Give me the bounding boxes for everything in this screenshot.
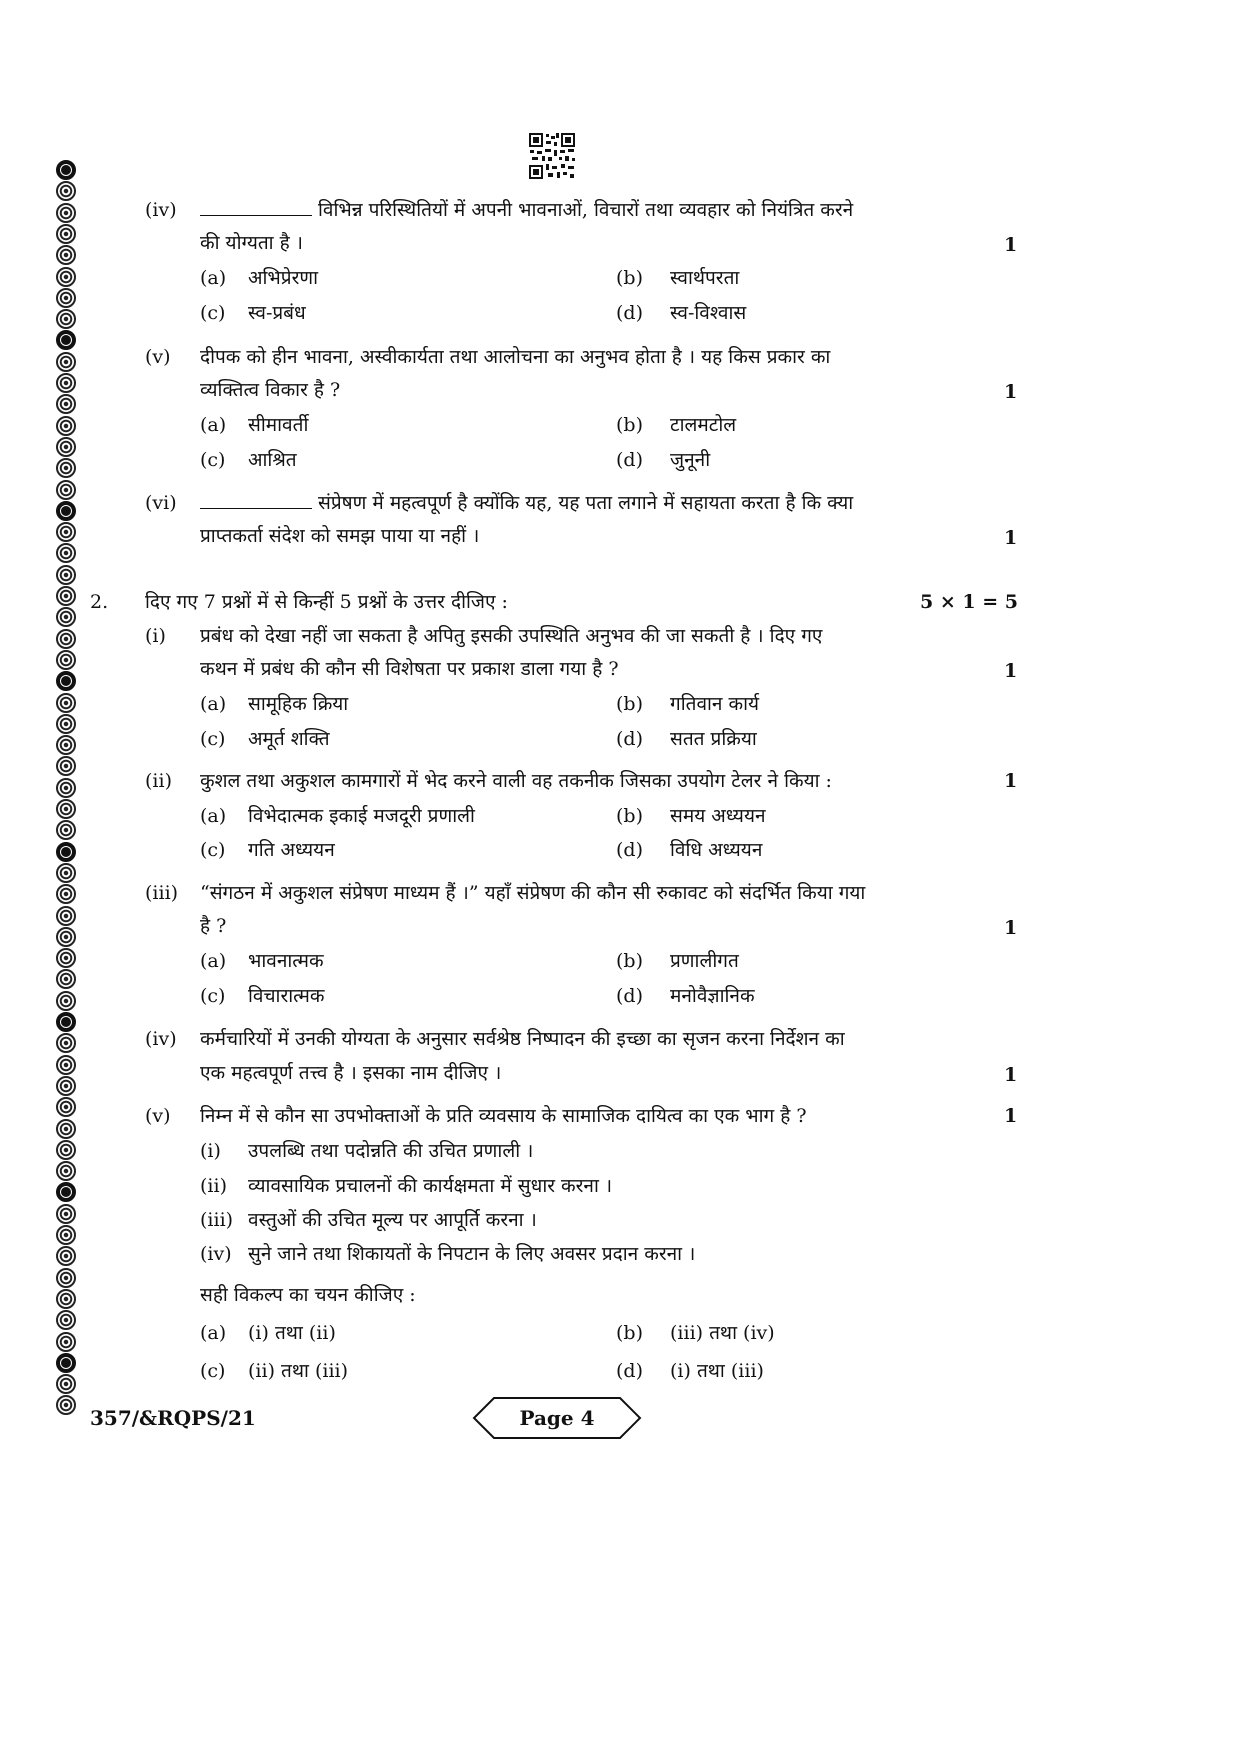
- q1-iv-option-d-key: (d): [616, 302, 643, 324]
- q1-iv-option-c-key: (c): [200, 302, 226, 324]
- margin-ring-icon: [56, 309, 76, 329]
- margin-ring-icon: [56, 1076, 76, 1096]
- margin-ring-icon: [56, 1033, 76, 1053]
- q1-iv-option-a-key: (a): [200, 267, 227, 289]
- margin-ring-icon: [56, 884, 76, 904]
- q2-ii-text-line1: कुशल तथा अकुशल कामगारों में भेद करने वाली वह तकनीक जिसका उपयोग टेलर ने किया :: [200, 770, 832, 792]
- q1-vi-marks: 1: [1004, 527, 1018, 549]
- margin-ring-icon: [56, 1268, 76, 1288]
- margin-ring-icon: [56, 288, 76, 308]
- q2-v-text-line1: निम्न में से कौन सा उपभोक्ताओं के प्रति व्यवसाय के सामाजिक दायित्व का एक भाग है ?: [200, 1105, 807, 1127]
- q1-iv-text: विभिन्न परिस्थितियों में अपनी भावनाओं, विचारों तथा व्यवहार को नियंत्रित करने: [200, 196, 853, 224]
- q1-iv-number: (iv): [145, 199, 177, 221]
- margin-ring-icon: [56, 650, 76, 670]
- answer-blank: [200, 490, 312, 509]
- q2-i-option-b: गतिवान कार्य: [670, 693, 760, 715]
- q1-v-option-d: जुनूनी: [670, 449, 711, 471]
- q1-v-option-a: सीमावर्ती: [248, 414, 309, 436]
- margin-ring-icon: [56, 352, 76, 372]
- margin-ring-icon: [56, 1310, 76, 1330]
- q2-i-number: (i): [145, 625, 166, 647]
- q2-ii-option-c-key: (c): [200, 839, 226, 861]
- margin-ring-icon: [56, 842, 76, 862]
- margin-ring-icon: [56, 1055, 76, 1075]
- q1-iv-option-c: स्व-प्रबंध: [248, 302, 306, 324]
- q2-number: 2.: [90, 591, 109, 613]
- margin-ring-icon: [56, 224, 76, 244]
- q1-iv-text-line2: की योग्यता है ।: [200, 232, 303, 254]
- q1-iv-marks: 1: [1004, 234, 1018, 256]
- margin-ring-icon: [56, 1204, 76, 1224]
- q2-v-statement-i-key: (i): [200, 1140, 221, 1162]
- margin-ring-icon: [56, 1012, 76, 1032]
- q2-i-option-a: सामूहिक क्रिया: [248, 693, 349, 715]
- q2-iv-text-line1: कर्मचारियों में उनकी योग्यता के अनुसार सर्वश्रेष्ठ निष्पादन की इच्छा का सृजन करना निर्देशन का: [200, 1028, 845, 1050]
- q2-iii-option-a-key: (a): [200, 950, 227, 972]
- margin-ring-icon: [56, 927, 76, 947]
- margin-ring-icon: [56, 1182, 76, 1202]
- paper-code: 357/&RQPS/21: [90, 1406, 256, 1430]
- q2-v-statement-iii-key: (iii): [200, 1209, 234, 1231]
- q2-ii-number: (ii): [145, 770, 172, 792]
- margin-ring-icon: [56, 820, 76, 840]
- q1-vi-text-line2: प्राप्तकर्ता संदेश को समझ पाया या नहीं ।: [200, 525, 480, 547]
- margin-ring-icon: [56, 1332, 76, 1352]
- q2-iv-number: (iv): [145, 1028, 177, 1050]
- q2-v-number: (v): [145, 1105, 171, 1127]
- q2-v-choose-instruction: सही विकल्प का चयन कीजिए :: [200, 1284, 416, 1306]
- answer-blank: [200, 197, 312, 216]
- margin-ring-icon: [56, 181, 76, 201]
- margin-ring-icon: [56, 1161, 76, 1181]
- q1-v-option-c-key: (c): [200, 449, 226, 471]
- margin-ring-icon: [56, 373, 76, 393]
- q1-iv-option-d: स्व-विश्वास: [670, 302, 747, 324]
- q2-iii-option-c: विचारात्मक: [248, 985, 325, 1007]
- margin-ring-icon: [56, 1374, 76, 1394]
- q2-iii-option-a: भावनात्मक: [248, 950, 324, 972]
- q1-v-text-line2: व्यक्तित्व विकार है ?: [200, 379, 341, 401]
- margin-ring-icon: [56, 629, 76, 649]
- q1-iv-option-b-key: (b): [616, 267, 643, 289]
- margin-ring-icon: [56, 437, 76, 457]
- q2-ii-option-d: विधि अध्ययन: [670, 839, 763, 861]
- q1-vi-number: (vi): [145, 492, 177, 514]
- q2-v-statement-iv: सुने जाने तथा शिकायतों के निपटान के लिए अवसर प्रदान करना ।: [248, 1243, 696, 1265]
- margin-ring-icon: [56, 906, 76, 926]
- margin-ring-icon: [56, 714, 76, 734]
- margin-ring-icon: [56, 160, 76, 180]
- margin-ring-icon: [56, 416, 76, 436]
- margin-ring-icon: [56, 480, 76, 500]
- margin-ring-icon: [56, 948, 76, 968]
- q2-iii-number: (iii): [145, 882, 179, 904]
- margin-ring-icon: [56, 1225, 76, 1245]
- margin-ring-icon: [56, 501, 76, 521]
- q2-ii-option-c: गति अध्ययन: [248, 839, 335, 861]
- margin-ring-icon: [56, 458, 76, 478]
- margin-ring-icon: [56, 565, 76, 585]
- q2-v-statement-iii: वस्तुओं की उचित मूल्य पर आपूर्ति करना ।: [248, 1209, 537, 1231]
- q2-iv-text-line2: एक महत्वपूर्ण तत्त्व है । इसका नाम दीजिए ।: [200, 1062, 502, 1084]
- q1-v-option-d-key: (d): [616, 449, 643, 471]
- margin-ring-icon: [56, 1289, 76, 1309]
- q2-i-marks: 1: [1004, 660, 1018, 682]
- q1-iv-option-a: अभिप्रेरणा: [248, 267, 319, 289]
- q2-ii-option-b-key: (b): [616, 805, 643, 827]
- q2-iii-marks: 1: [1004, 917, 1018, 939]
- q2-v-option-a: (i) तथा (ii): [248, 1322, 336, 1344]
- margin-ring-icon: [56, 693, 76, 713]
- q2-ii-option-a: विभेदात्मक इकाई मजदूरी प्रणाली: [248, 805, 475, 827]
- q2-iii-option-b: प्रणालीगत: [670, 950, 739, 972]
- q2-i-text-line1: प्रबंध को देखा नहीं जा सकता है अपितु इसकी उपस्थिति अनुभव की जा सकती है । दिए गए: [200, 625, 823, 647]
- q1-vi-text: संप्रेषण में महत्वपूर्ण है क्योंकि यह, यह पता लगाने में सहायता करता है कि क्या: [200, 489, 853, 517]
- margin-ring-icon: [56, 1140, 76, 1160]
- q1-v-marks: 1: [1004, 381, 1018, 403]
- q1-v-option-b: टालमटोल: [670, 414, 737, 436]
- margin-ring-icon: [56, 969, 76, 989]
- q1-v-option-b-key: (b): [616, 414, 643, 436]
- margin-ring-icon: [56, 1246, 76, 1266]
- q2-v-statement-ii: व्यावसायिक प्रचालनों की कार्यक्षमता में सुधार करना ।: [248, 1175, 613, 1197]
- q2-total-marks: 5 × 1 = 5: [920, 591, 1018, 613]
- margin-ring-icon: [56, 1353, 76, 1373]
- q2-i-option-d: सतत प्रक्रिया: [670, 728, 757, 750]
- q2-iii-text-line1: “संगठन में अकुशल संप्रेषण माध्यम हैं ।” यहाँ संप्रेषण की कौन सी रुकावट को संदर्भित किया गया: [200, 882, 866, 904]
- margin-ring-icon: [56, 756, 76, 776]
- q1-v-text-line1: दीपक को हीन भावना, अस्वीकार्यता तथा आलोचना का अनुभव होता है । यह किस प्रकार का: [200, 346, 831, 368]
- q2-v-statement-iv-key: (iv): [200, 1243, 232, 1265]
- q2-i-option-b-key: (b): [616, 693, 643, 715]
- margin-ring-icon: [56, 245, 76, 265]
- q2-i-option-a-key: (a): [200, 693, 227, 715]
- margin-ring-icon: [56, 1097, 76, 1117]
- q2-v-option-c: (ii) तथा (iii): [248, 1360, 349, 1382]
- q1-v-option-c: आश्रित: [248, 449, 297, 471]
- page-number: Page 4: [519, 1406, 595, 1430]
- q2-iii-option-c-key: (c): [200, 985, 226, 1007]
- q2-v-statement-i: उपलब्धि तथा पदोन्नति की उचित प्रणाली ।: [248, 1140, 534, 1162]
- q1-v-option-a-key: (a): [200, 414, 227, 436]
- margin-ring-icon: [56, 1119, 76, 1139]
- q2-ii-option-a-key: (a): [200, 805, 227, 827]
- margin-ring-icon: [56, 735, 76, 755]
- margin-ring-icon: [56, 1395, 76, 1415]
- q2-i-text-line2: कथन में प्रबंध की कौन सी विशेषता पर प्रकाश डाला गया है ?: [200, 658, 619, 680]
- q2-v-option-c-key: (c): [200, 1360, 226, 1382]
- q2-i-option-d-key: (d): [616, 728, 643, 750]
- qr-code-icon: [528, 132, 576, 180]
- margin-ring-icon: [56, 522, 76, 542]
- q2-ii-option-b: समय अध्ययन: [670, 805, 766, 827]
- q2-ii-marks: 1: [1004, 770, 1018, 792]
- margin-ring-icon: [56, 543, 76, 563]
- q2-v-option-d: (i) तथा (iii): [670, 1360, 764, 1382]
- margin-ring-icon: [56, 991, 76, 1011]
- page-number-badge: [472, 1396, 642, 1440]
- q2-v-statement-ii-key: (ii): [200, 1175, 227, 1197]
- q2-iii-option-b-key: (b): [616, 950, 643, 972]
- margin-ring-icon: [56, 586, 76, 606]
- q2-v-option-b-key: (b): [616, 1322, 643, 1344]
- margin-ring-icon: [56, 863, 76, 883]
- margin-ring-icon: [56, 778, 76, 798]
- q2-i-option-c: अमूर्त शक्ति: [248, 728, 330, 750]
- q2-iii-option-d: मनोवैज्ञानिक: [670, 985, 755, 1007]
- q2-v-marks: 1: [1004, 1105, 1018, 1127]
- margin-ring-icon: [56, 607, 76, 627]
- q2-instruction: दिए गए 7 प्रश्नों में से किन्हीं 5 प्रश्नों के उत्तर दीजिए :: [145, 591, 508, 613]
- margin-ring-icon: [56, 330, 76, 350]
- margin-ring-border: [54, 160, 82, 1430]
- q2-iii-text-line2: है ?: [200, 915, 227, 937]
- q2-iv-marks: 1: [1004, 1064, 1018, 1086]
- margin-ring-icon: [56, 671, 76, 691]
- q2-ii-option-d-key: (d): [616, 839, 643, 861]
- margin-ring-icon: [56, 267, 76, 287]
- q2-i-option-c-key: (c): [200, 728, 226, 750]
- q2-v-option-a-key: (a): [200, 1322, 227, 1344]
- q2-iii-option-d-key: (d): [616, 985, 643, 1007]
- margin-ring-icon: [56, 799, 76, 819]
- margin-ring-icon: [56, 203, 76, 223]
- margin-ring-icon: [56, 394, 76, 414]
- q2-v-option-d-key: (d): [616, 1360, 643, 1382]
- q1-v-number: (v): [145, 346, 171, 368]
- q1-iv-option-b: स्वार्थपरता: [670, 267, 740, 289]
- q2-v-option-b: (iii) तथा (iv): [670, 1322, 775, 1344]
